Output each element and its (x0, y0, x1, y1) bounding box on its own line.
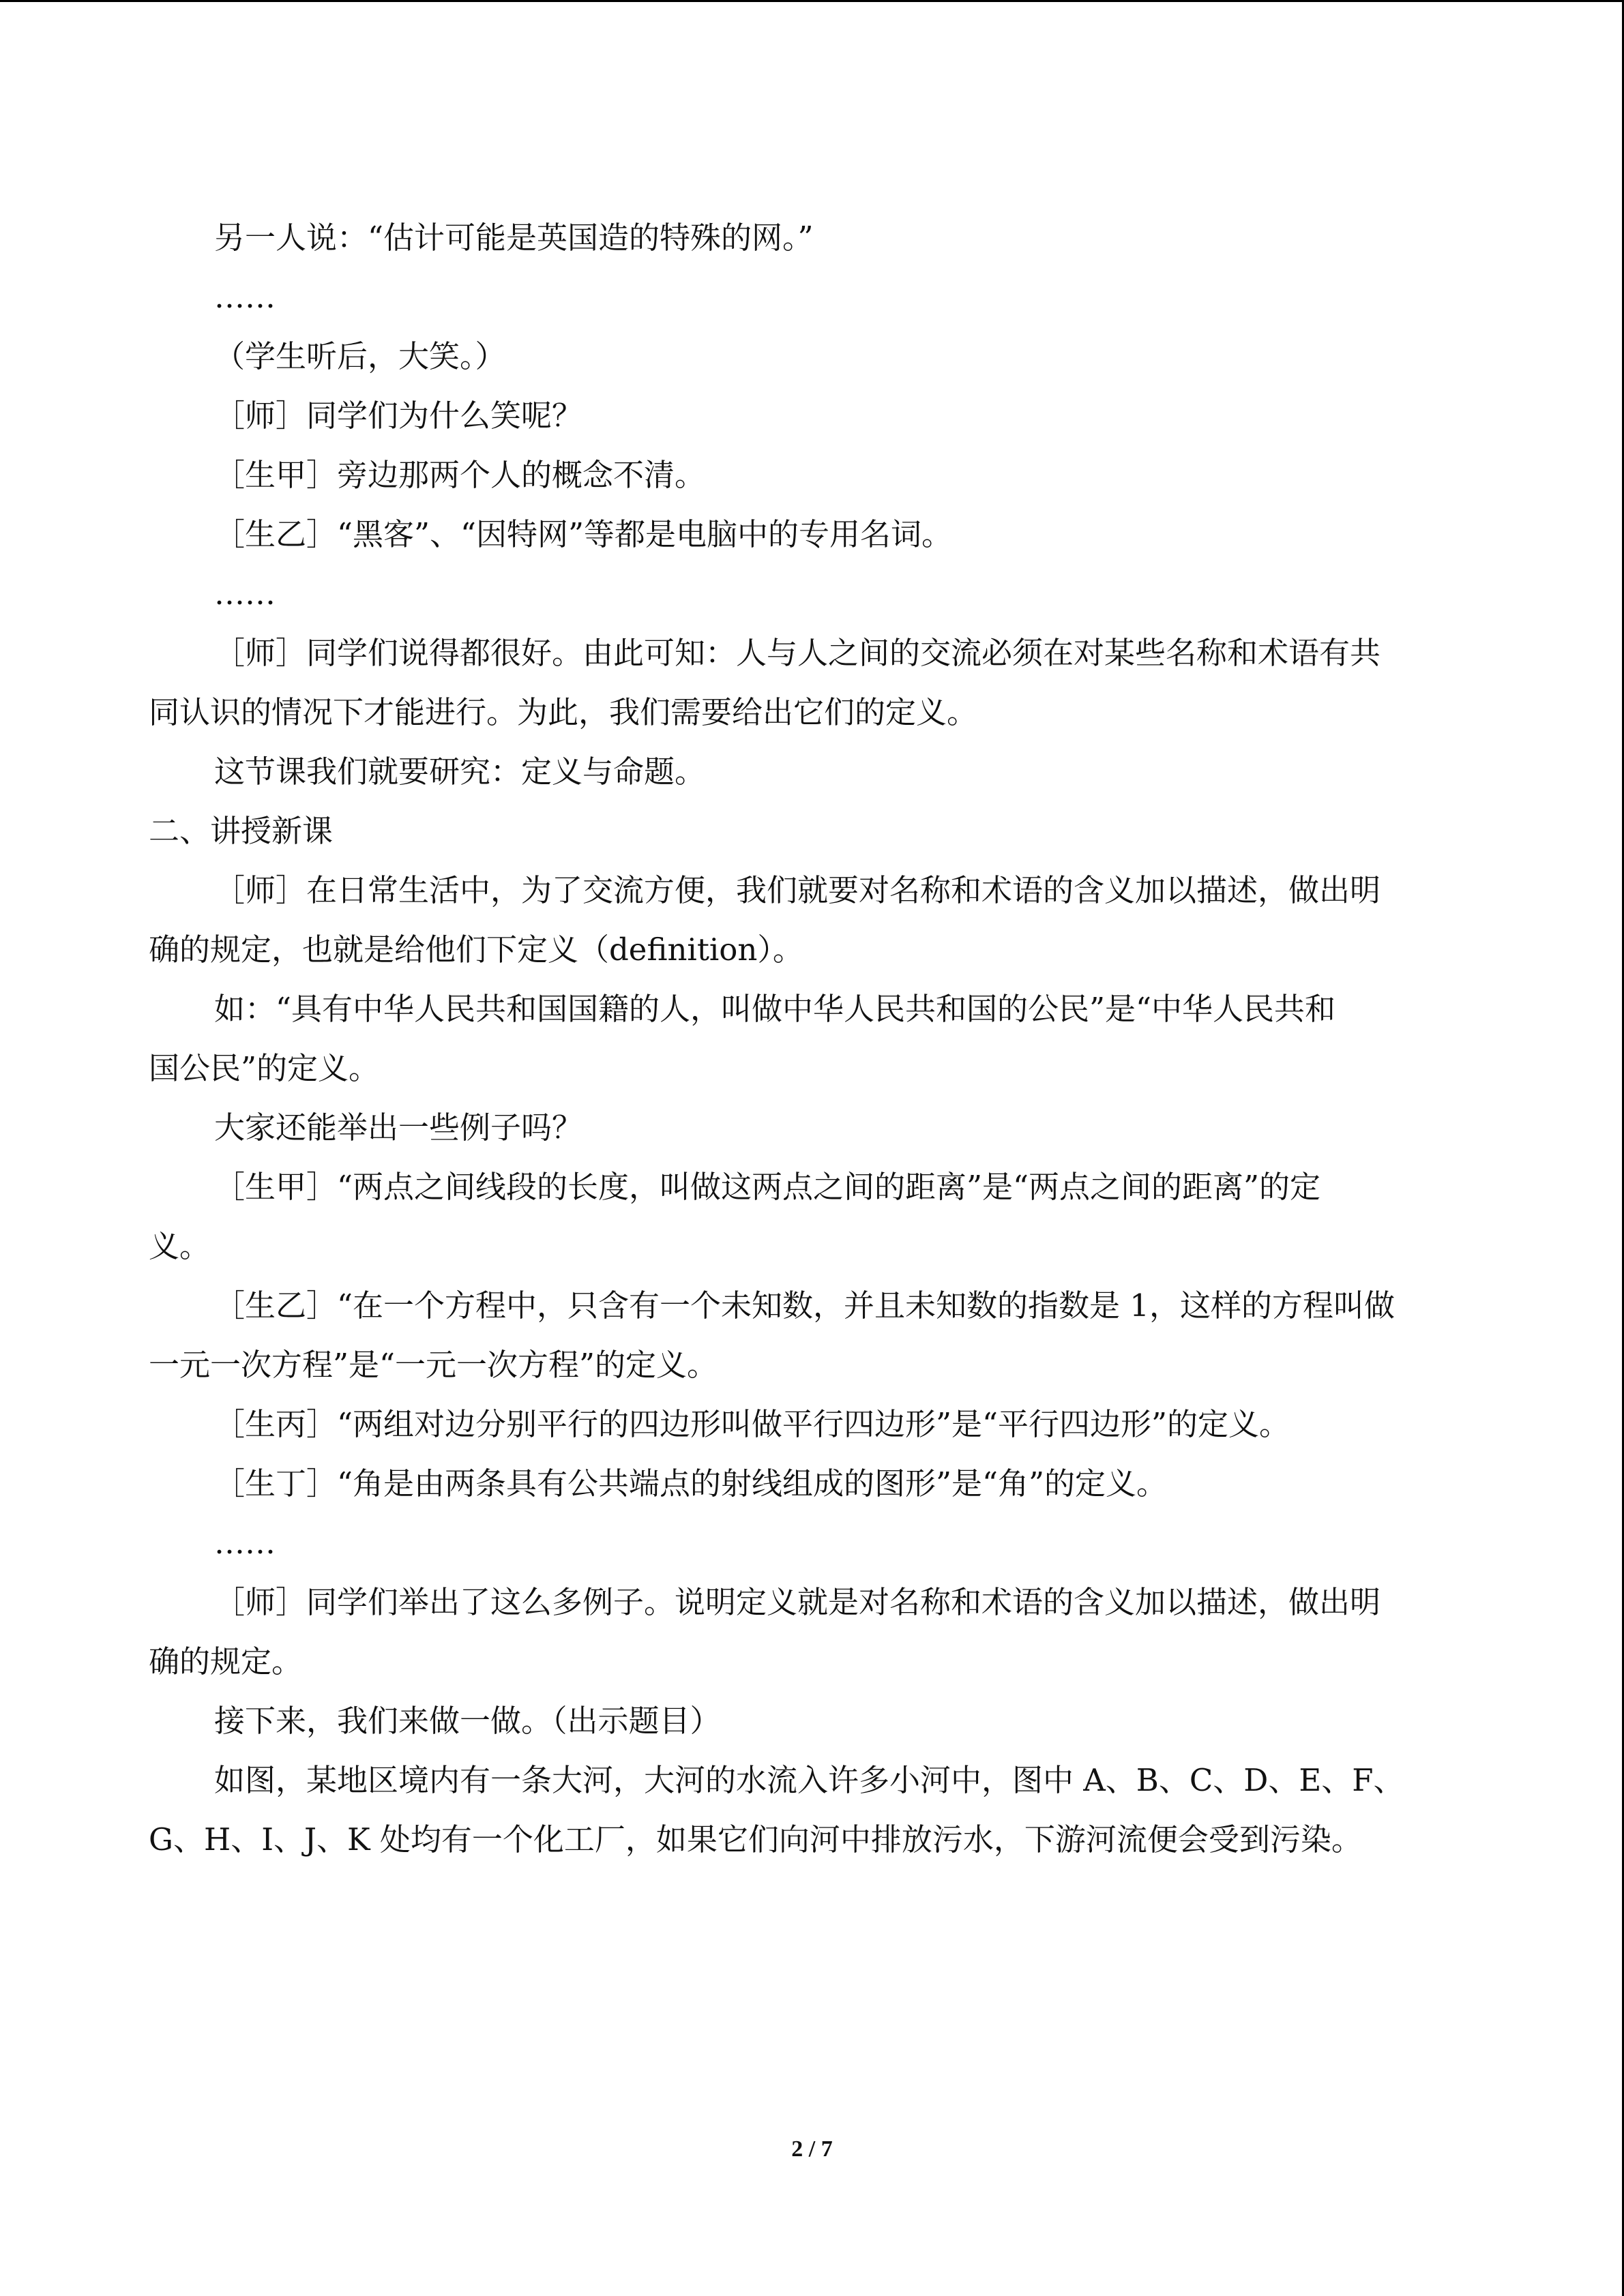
paragraph-line: ［师］同学们为什么笑呢？ (214, 398, 583, 434)
paragraph-line: 确的规定，也就是给他们下定义（definition）。 (149, 931, 803, 968)
paragraph-line: 同认识的情况下才能进行。为此，我们需要给出它们的定义。 (149, 694, 978, 730)
page-number: 2 / 7 (791, 2136, 833, 2162)
paragraph-line: 另一人说：“估计可能是英国造的特殊的网。” (214, 220, 814, 256)
paragraph-line: …… (214, 279, 276, 315)
document-body (149, 208, 1468, 1869)
paragraph-line: 义。 (149, 1228, 211, 1264)
paragraph-line: ［生丙］“两组对边分别平行的四边形叫做平行四边形”是“平行四边形”的定义。 (214, 1406, 1290, 1442)
paragraph-line: ［师］同学们说得都很好。由此可知：人与人之间的交流必须在对某些名称和术语有共 (214, 635, 1381, 671)
paragraph-line: 如图，某地区境内有一条大河，大河的水流入许多小河中，图中 A、B、C、D、E、F、 (214, 1762, 1404, 1798)
paragraph-line: ［生乙］“黑客”、“因特网”等都是电脑中的专用名词。 (214, 516, 953, 552)
paragraph-line: ［师］在日常生活中，为了交流方便，我们就要对名称和术语的含义加以描述，做出明 (214, 872, 1381, 908)
paragraph-line: 接下来，我们来做一做。（出示题目） (214, 1703, 721, 1739)
paragraph-line: 确的规定。 (149, 1643, 303, 1680)
paragraph-line: …… (214, 576, 276, 612)
paragraph-line: （学生听后，大笑。） (214, 338, 506, 374)
paragraph-line: 国公民”的定义。 (149, 1050, 380, 1086)
paragraph-line: 这节课我们就要研究：定义与命题。 (214, 754, 706, 790)
paragraph-line: 二、讲授新课 (149, 813, 334, 849)
paragraph-line: ［生丁］“角是由两条具有公共端点的射线组成的图形”是“角”的定义。 (214, 1465, 1168, 1502)
paragraph-line: 大家还能举出一些例子吗？ (214, 1109, 583, 1146)
paragraph-line: ［生甲］“两点之间线段的长度，叫做这两点之间的距离”是“两点之间的距离”的定 (214, 1169, 1321, 1205)
paragraph-line: 一元一次方程”是“一元一次方程”的定义。 (149, 1347, 718, 1383)
paragraph-line: ［生乙］“在一个方程中，只含有一个未知数，并且未知数的指数是 1，这样的方程叫做 (214, 1287, 1395, 1324)
paragraph-line: G、H、I、J、K 处均有一个化工厂，如果它们向河中排放污水，下游河流便会受到污染。 (149, 1821, 1362, 1858)
paragraph-line: ［生甲］旁边那两个人的概念不清。 (214, 457, 706, 493)
paragraph-line: ［师］同学们举出了这么多例子。说明定义就是对名称和术语的含义加以描述，做出明 (214, 1584, 1381, 1620)
paragraph-line: …… (214, 1525, 276, 1561)
paragraph-line: 如：“具有中华人民共和国国籍的人，叫做中华人民共和国的公民”是“中华人民共和 (214, 991, 1336, 1027)
